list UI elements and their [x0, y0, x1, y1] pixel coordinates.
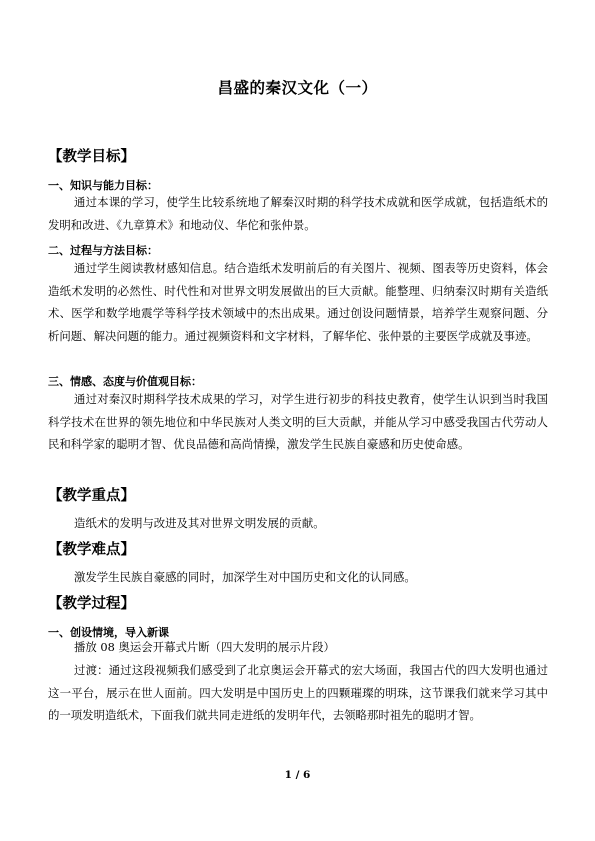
- page-title: 昌盛的秦汉文化（一）: [217, 79, 378, 97]
- teaching-process-heading: 【教学过程】: [48, 596, 135, 612]
- process-objective-text: 通过学生阅读教材感知信息。结合造纸术发明前后的有关图片、视频、图表等历史资料，体会造纸术发明的必然性、时代性和对世界文明发展做出的巨大贡献。能整理、归纳秦汉时期有关造纸术、医学和数学地震学等科学技术领域中的杰出成果。通过创设问题情景，培养学生观察问题、分析问题、解决问题的能力。通过视频资料和文字材料，了解华佗、张仲景的主要医学成就及事迹。: [48, 261, 548, 343]
- page-number: 1 / 6: [284, 769, 311, 781]
- key-point-text: 造纸术的发明与改进及其对世界文明发展的贡献。: [74, 516, 325, 530]
- step1-transition-text: 过渡：通过这段视频我们感受到了北京奥运会开幕式的宏大场面，我国古代的四大发明也通过这一平台，展示在世人面前。四大发明是中国历史上的四颗璀璨的明珠，这节课我们就来学习其中的一项发明造纸术，下面我们就共同走进纸的发明年代，去领略那时祖先的聪明才智。: [48, 663, 548, 722]
- process-objective-heading: 二、过程与方法目标：: [48, 244, 158, 257]
- difficulty-heading: 【教学难点】: [48, 542, 135, 558]
- emotion-objective-heading: 三、情感、态度与价值观目标：: [48, 375, 202, 388]
- step1-video-line: 播放 08 奥运会开幕式片断（四大发明的展示片段）: [74, 640, 335, 654]
- key-point-heading: 【教学重点】: [48, 488, 135, 504]
- difficulty-text: 激发学生民族自豪感的同时，加深学生对中国历史和文化的认同感。: [74, 570, 416, 584]
- emotion-objective-text: 通过对秦汉时期科学技术成果的学习，对学生进行初步的科技史教育，使学生认识到当时我国科学技术在世界的领先地位和中华民族对人类文明的巨大贡献，并能从学习中感受我国古代劳动人民和科学家的聪明才智、优良品德和高尚情操，激发学生民族自豪感和历史使命感。: [48, 392, 548, 451]
- objectives-heading: 【教学目标】: [48, 149, 135, 165]
- knowledge-objective-text: 通过本课的学习，使学生比较系统地了解秦汉时期的科学技术成就和医学成就，包括造纸术的发明和改进、《九章算术》和地动仪、华佗和张仲景。: [48, 195, 548, 232]
- step1-heading: 一、创设情境，导入新课: [48, 626, 169, 639]
- knowledge-objective-heading: 一、知识与能力目标：: [48, 179, 158, 192]
